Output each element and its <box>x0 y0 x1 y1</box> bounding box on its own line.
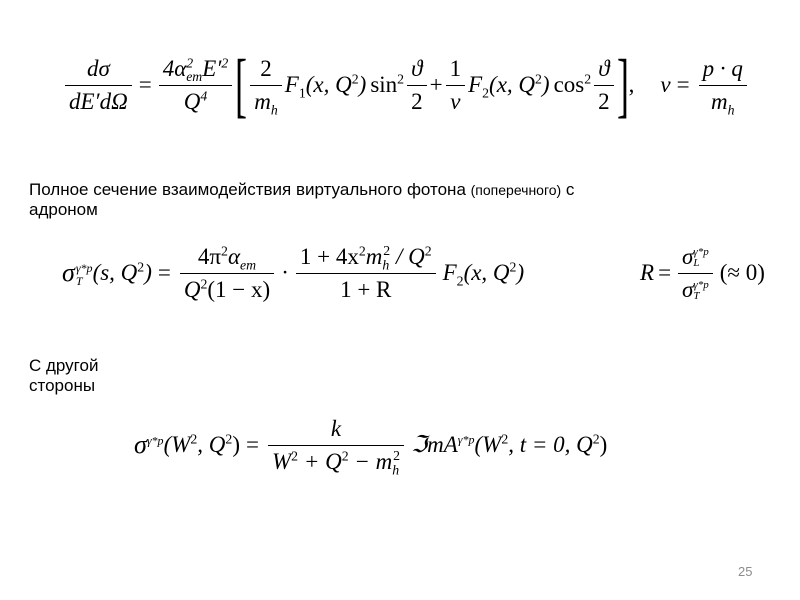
prefactor-numerator: $4\alpha^2_{em}E'^2$ <box>162 54 229 85</box>
prefactor-denominator: $Q^4$ <box>183 87 208 114</box>
structure-function-f2: $F_2(x$, $Q^2$) <box>468 71 550 101</box>
imaginary-amplitude: $ℑmA^{\gamma*p}(W^2$, t = 0, $Q^2$) <box>411 431 608 457</box>
fraction-prefactor-2: $\frac{4\pi^2\alpha_{em}}{Q^2(1 - x)}$ <box>180 244 274 303</box>
equation-r-ratio <box>640 240 765 306</box>
sigma-transverse: σ γ*p T <box>62 257 93 289</box>
text-line-1: Полное сечение взаимодействия виртуального фотона (поперечного) с <box>29 180 575 199</box>
equation-optical-theorem <box>134 412 607 478</box>
fraction-theta-half-1: $\frac{ϑ}{2}$ <box>407 56 427 115</box>
multiplication-dot: · <box>281 260 289 285</box>
equals-sign: = <box>138 72 152 97</box>
plus-sign: + <box>429 72 443 97</box>
equation-photon-cross-section <box>62 238 524 308</box>
equation-cross-section <box>62 40 750 130</box>
fraction-1-over-nu: $\frac{1}{\nu}$ <box>446 56 466 115</box>
fraction-correction: $\frac{1 + 4x^2m_h^2 / Q^2}{1 + R}$ <box>296 244 436 303</box>
fraction-theta-half-2: $\frac{ϑ}{2}$ <box>594 56 614 115</box>
comma: , <box>628 72 635 97</box>
sigma-args: (s, $Q^2$) <box>92 259 152 285</box>
lhs-numerator: dσ <box>86 55 110 81</box>
page-number: 25 <box>738 564 753 579</box>
nu-symbol: ν <box>660 72 671 97</box>
text-line-other-1: С другой <box>29 356 99 375</box>
fraction-prefactor <box>159 56 233 115</box>
sin-squared: $\sin^2$ <box>370 71 405 97</box>
structure-function-f1: $F_1(x$, $Q^2$) <box>284 71 367 101</box>
equals-sign-3: = <box>246 432 259 457</box>
text-other-side <box>29 356 98 396</box>
approx-zero: (≈ 0) <box>719 260 765 285</box>
text-line-other-2: стороны <box>29 376 96 395</box>
fraction-k: $\frac{k}{W^2 + Q^2 - m_h^2}$ <box>268 416 404 475</box>
fraction-sigma-ratio: σ γ*p L σ γ*p T <box>678 244 713 303</box>
fraction-lhs <box>65 56 132 115</box>
lhs-denominator: dE′dΩ <box>69 88 128 114</box>
structure-function-f2-b: $F_2(x$, $Q^2$) <box>442 259 525 289</box>
cos-squared: $\cos^2$ <box>553 71 592 97</box>
equals-sign-r: = <box>658 260 672 285</box>
sigma-args-3: ($W^2$, $Q^2$) <box>163 431 240 457</box>
text-line-2: адроном <box>29 200 98 219</box>
equals-sign-2: = <box>157 260 171 285</box>
sigma-total: $\sigma^{\gamma*p}$ <box>134 430 164 459</box>
r-symbol: R <box>640 260 655 285</box>
right-bracket: ] <box>616 45 629 125</box>
text-total-cross-section <box>29 180 749 220</box>
fraction-nu-definition: $\frac{p \cdot q}{m_h}$ <box>699 56 747 115</box>
equals-sign-nu: = <box>676 72 690 97</box>
fraction-2-over-mh: $\frac{2}{m_h}$ <box>250 56 282 115</box>
left-bracket: [ <box>235 45 248 125</box>
